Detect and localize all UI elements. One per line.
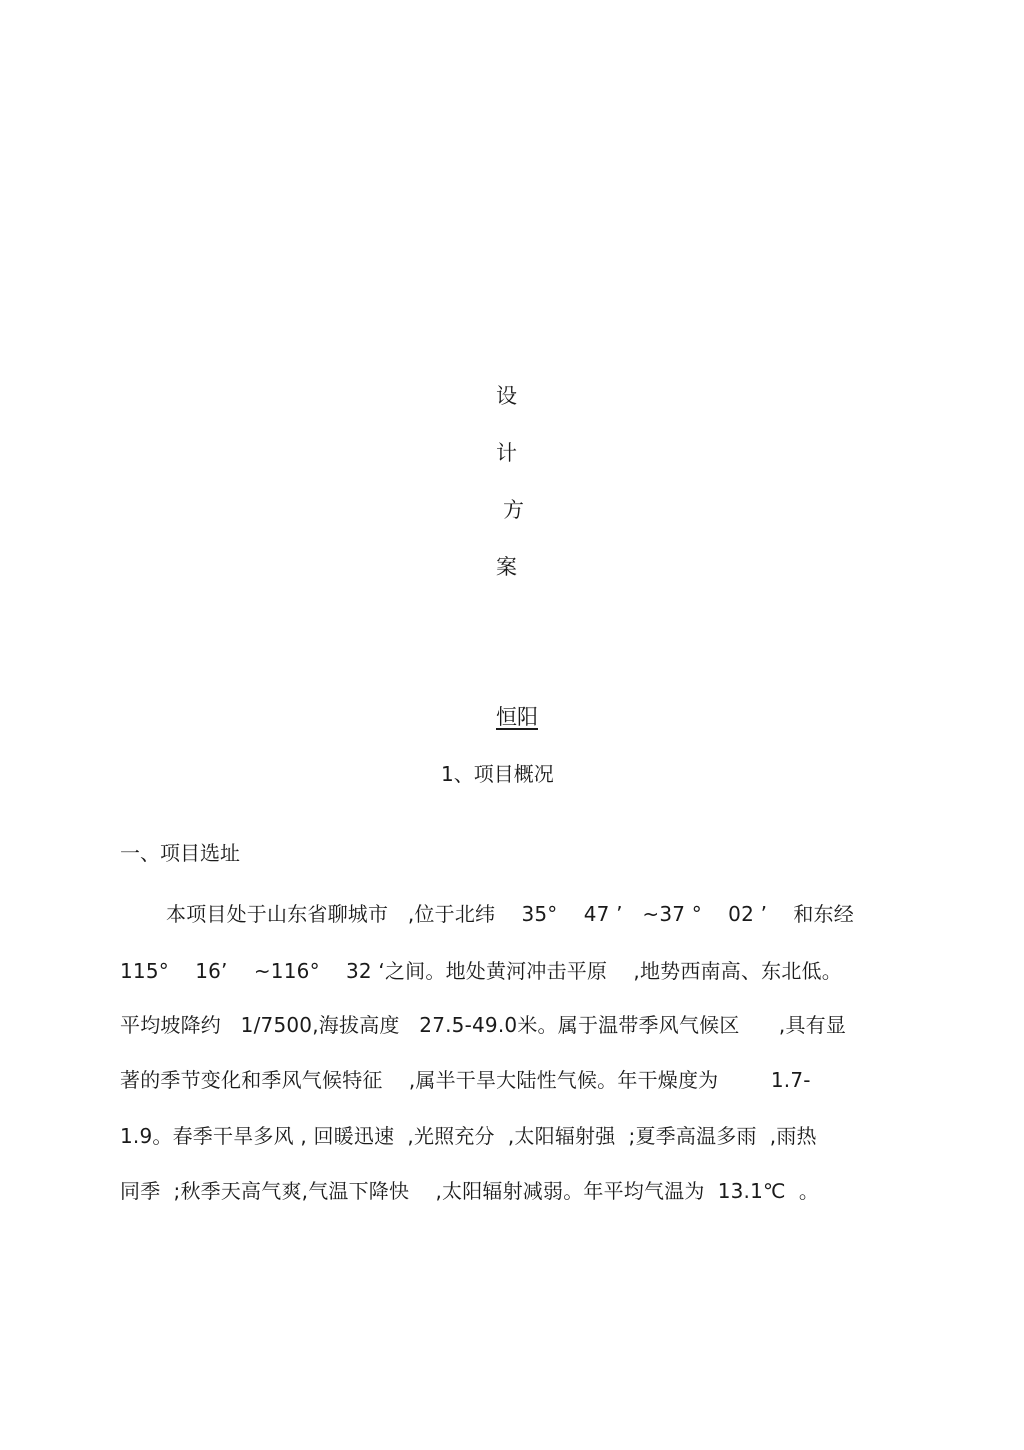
- title-char-2: 计: [496, 441, 517, 465]
- title-char-3: 方: [503, 498, 524, 522]
- title-char-1: 设: [496, 384, 517, 408]
- paragraph-line-5: 1.9。春季干旱多风 , 回暖迅速 ,光照充分 ,太阳辐射强 ;夏季高温多雨 ,雨热: [120, 1124, 817, 1148]
- paragraph-line-2: 115° 16’ ~116° 32 ‘之间。地处黄河冲击平原 ,地势西南高、东北低。: [120, 959, 842, 983]
- title-char-4: 案: [496, 555, 517, 579]
- subsection-heading: 一、项目选址: [120, 841, 240, 865]
- paragraph-line-4: 著的季节变化和季风气候特征 ,属半干旱大陆性气候。年干燥度为 1.7-: [120, 1068, 811, 1092]
- section-heading: 1、项目概况: [441, 762, 554, 786]
- organization-name: 恒阳: [496, 705, 538, 729]
- paragraph-line-3: 平均坡降约 1/7500,海拔高度 27.5-49.0米。属于温带季风气候区 ,具有显: [120, 1013, 847, 1037]
- paragraph-line-1: 本项目处于山东省聊城市 ,位于北纬 35° 47 ’ ~37 ° 02 ’ 和东经: [166, 902, 854, 926]
- paragraph-line-6: 同季 ;秋季天高气爽,气温下降快 ,太阳辐射减弱。年平均气温为 13.1℃ 。: [120, 1179, 820, 1203]
